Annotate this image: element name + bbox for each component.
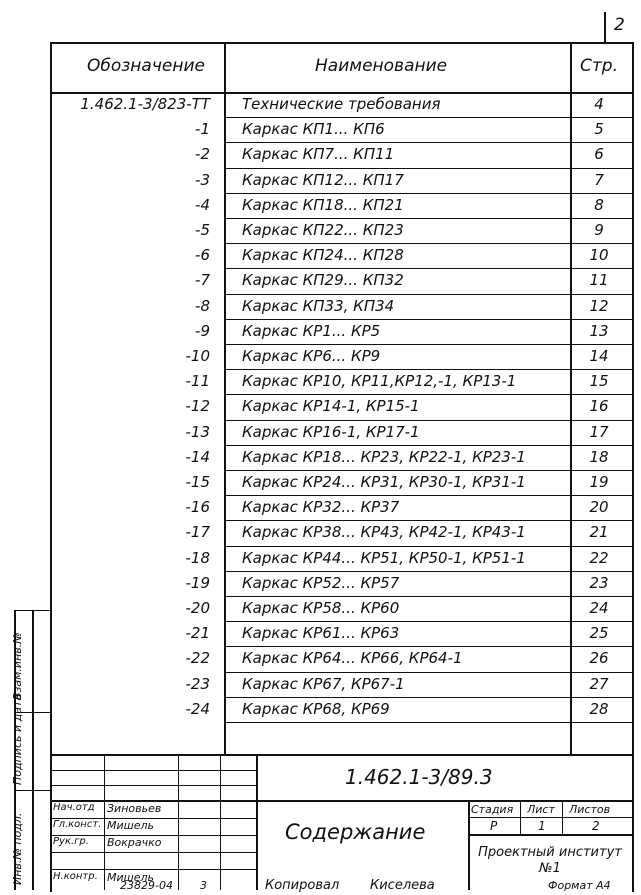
footer-suffix: 3 xyxy=(200,879,207,892)
row-name: Технические требования xyxy=(242,95,441,113)
row-rule xyxy=(224,571,632,572)
row-rule xyxy=(224,218,632,219)
row-page: 23 xyxy=(589,573,609,592)
row-name: Каркас КП24... КП28 xyxy=(242,246,404,265)
row-rule xyxy=(224,546,632,547)
row-name: Каркас КР6... КР9 xyxy=(242,347,381,365)
row-name: Каркас КР14-1, КР15-1 xyxy=(242,397,420,416)
signer-name: Мишель xyxy=(107,871,154,884)
row-page: 12 xyxy=(589,296,609,315)
row-name: Каркас КП22... КП23 xyxy=(242,221,404,239)
row-name: Каркас КР32... КР37 xyxy=(242,498,400,517)
stamp-code-rule xyxy=(256,800,632,802)
row-rule xyxy=(224,445,632,446)
row-name: Каркас КР68, КР69 xyxy=(242,699,390,718)
row-code: -14 xyxy=(185,447,210,466)
row-rule xyxy=(224,344,632,345)
stamp-sheet-label: Лист xyxy=(527,803,555,816)
row-rule xyxy=(224,646,632,647)
signer-role: Нач.отд xyxy=(53,802,95,813)
stamp-stage-h1 xyxy=(468,817,632,818)
row-code: -9 xyxy=(195,321,210,340)
footer-format: Формат А4 xyxy=(548,879,611,892)
row-code: -23 xyxy=(185,674,210,693)
row-page: 8 xyxy=(594,195,604,214)
signer-name: Мишель xyxy=(107,819,154,832)
side-strip-top xyxy=(14,610,50,611)
row-page: 28 xyxy=(589,699,609,718)
row-rule xyxy=(224,520,632,521)
row-name: Каркас КР67, КР67-1 xyxy=(242,674,405,693)
footer-copier: Киселева xyxy=(370,878,435,893)
stamp-grid-v2 xyxy=(178,754,179,890)
row-code: -6 xyxy=(195,246,210,265)
signer-name: Зиновьев xyxy=(107,802,162,815)
row-code: -22 xyxy=(185,649,210,668)
row-code: -2 xyxy=(195,145,210,164)
row-page: 7 xyxy=(594,170,604,189)
row-rule xyxy=(224,697,632,698)
stamp-grid-h7 xyxy=(50,869,256,870)
row-page: 5 xyxy=(594,120,604,139)
stamp-stage-divider xyxy=(468,800,470,890)
row-name: Каркас КР16-1, КР17-1 xyxy=(242,422,420,441)
row-name: Каркас КП1... КП6 xyxy=(242,120,385,139)
row-page: 22 xyxy=(589,548,609,567)
header-rule xyxy=(50,92,632,94)
row-rule xyxy=(224,369,632,370)
sheet-number-divider xyxy=(604,12,606,42)
drawing-frame xyxy=(50,42,634,892)
row-rule xyxy=(224,722,632,723)
stamp-stage-label: Стадия xyxy=(471,803,514,816)
row-rule xyxy=(224,495,632,496)
row-code: -19 xyxy=(185,573,210,592)
row-code: -17 xyxy=(185,523,210,542)
row-rule xyxy=(224,193,632,194)
stamp-grid-v3 xyxy=(220,754,221,890)
row-code: -1 xyxy=(195,120,210,139)
signer-role: Рук.гр. xyxy=(53,836,89,847)
row-rule xyxy=(224,319,632,320)
footer-number: 23829-04 xyxy=(120,879,173,892)
stamp-doc-code: 1.462.1-3/89.3 xyxy=(345,765,493,789)
row-code: -15 xyxy=(185,473,210,491)
row-name: Каркас КР1... КР5 xyxy=(242,321,381,340)
row-page: 27 xyxy=(589,674,609,693)
stamp-grid-h2 xyxy=(50,785,256,786)
row-page: 19 xyxy=(589,473,609,491)
row-code: -10 xyxy=(185,347,210,365)
row-code: -18 xyxy=(185,548,210,567)
row-rule xyxy=(224,117,632,118)
row-page: 9 xyxy=(594,221,604,239)
side-strip-div-2 xyxy=(14,790,50,791)
row-code: 1.462.1-3/823-ТТ xyxy=(80,95,210,113)
row-page: 14 xyxy=(589,347,609,365)
row-rule xyxy=(224,394,632,395)
row-page: 17 xyxy=(589,422,609,441)
sheet-number: 2 xyxy=(614,15,625,35)
row-name: Каркас КП12... КП17 xyxy=(242,170,404,189)
row-page: 4 xyxy=(594,95,604,113)
row-page: 25 xyxy=(589,624,609,643)
side-strip-inner-edge xyxy=(32,610,34,890)
row-name: Каркас КП29... КП32 xyxy=(242,271,404,290)
stamp-grid-v1 xyxy=(104,754,105,890)
row-page: 18 xyxy=(589,447,609,466)
side-label-vzam: Взам.инв.№ xyxy=(11,632,24,700)
row-code: -16 xyxy=(185,498,210,517)
row-page: 11 xyxy=(589,271,609,290)
row-name: Каркас КР52... КР57 xyxy=(242,573,400,592)
row-rule xyxy=(224,168,632,169)
stamp-sheet: 1 xyxy=(538,819,546,833)
row-name: Каркас КП33, КП34 xyxy=(242,296,395,315)
row-page: 24 xyxy=(589,599,609,617)
row-code: -24 xyxy=(185,699,210,718)
row-code: -20 xyxy=(185,599,210,617)
header-page: Стр. xyxy=(580,56,618,76)
row-name: Каркас КР38... КР43, КР42-1, КР43-1 xyxy=(242,523,526,542)
signer-role: Гл.конст. xyxy=(53,819,102,830)
row-page: 10 xyxy=(589,246,609,265)
row-name: Каркас КР18... КР23, КР22-1, КР23-1 xyxy=(242,447,526,466)
row-code: -4 xyxy=(195,195,210,214)
row-code: -21 xyxy=(185,624,210,643)
signer-name: Вокрачко xyxy=(107,836,162,849)
header-name: Наименование xyxy=(315,56,448,76)
stamp-top-rule xyxy=(50,754,632,756)
row-page: 21 xyxy=(589,523,609,542)
stamp-left-divider xyxy=(256,754,258,890)
stamp-title: Содержание xyxy=(285,820,426,844)
row-rule xyxy=(224,294,632,295)
stamp-org: Проектный институт №1 xyxy=(478,845,622,876)
stamp-stage-v2 xyxy=(562,800,563,834)
row-rule xyxy=(224,470,632,471)
row-code: -13 xyxy=(185,422,210,441)
row-name: Каркас КР44... КР51, КР50-1, КР51-1 xyxy=(242,548,526,567)
row-page: 15 xyxy=(589,372,609,391)
signer-role: Н.контр. xyxy=(53,871,98,882)
stamp-sheets: 2 xyxy=(592,819,600,833)
row-rule xyxy=(224,243,632,244)
row-code: -5 xyxy=(195,221,210,239)
row-name: Каркас КП7... КП11 xyxy=(242,145,395,164)
stamp-grid-h6 xyxy=(50,852,256,853)
stamp-stage-v1 xyxy=(520,800,521,834)
row-rule xyxy=(224,268,632,269)
row-name: Каркас КП18... КП21 xyxy=(242,195,404,214)
row-rule xyxy=(224,420,632,421)
row-code: -8 xyxy=(195,296,210,315)
row-code: -3 xyxy=(195,170,210,189)
row-page: 6 xyxy=(594,145,604,164)
row-name: Каркас КР58... КР60 xyxy=(242,599,400,617)
row-rule xyxy=(224,596,632,597)
row-name: Каркас КР24... КР31, КР30-1, КР31-1 xyxy=(242,473,526,491)
header-code: Обозначение xyxy=(87,56,205,76)
row-code: -11 xyxy=(185,372,210,391)
row-code: -7 xyxy=(195,271,210,290)
stamp-sheets-label: Листов xyxy=(569,803,611,816)
row-rule xyxy=(224,621,632,622)
row-page: 16 xyxy=(589,397,609,416)
stamp-stage-h2 xyxy=(468,834,632,836)
row-page: 20 xyxy=(589,498,609,517)
row-name: Каркас КР61... КР63 xyxy=(242,624,400,643)
side-label-podpis: Подпись и дата xyxy=(11,693,24,785)
row-name: Каркас КР10, КР11,КР12,-1, КР13-1 xyxy=(242,372,517,391)
side-label-inv: Инв.№ подл. xyxy=(11,812,24,885)
row-name: Каркас КР64... КР66, КР64-1 xyxy=(242,649,463,668)
footer-copied: Копировал xyxy=(265,878,340,893)
row-rule xyxy=(224,672,632,673)
row-page: 26 xyxy=(589,649,609,668)
stamp-stage: Р xyxy=(490,819,498,833)
stamp-grid-h1 xyxy=(50,770,256,771)
row-code: -12 xyxy=(185,397,210,416)
row-rule xyxy=(224,142,632,143)
row-page: 13 xyxy=(589,321,609,340)
